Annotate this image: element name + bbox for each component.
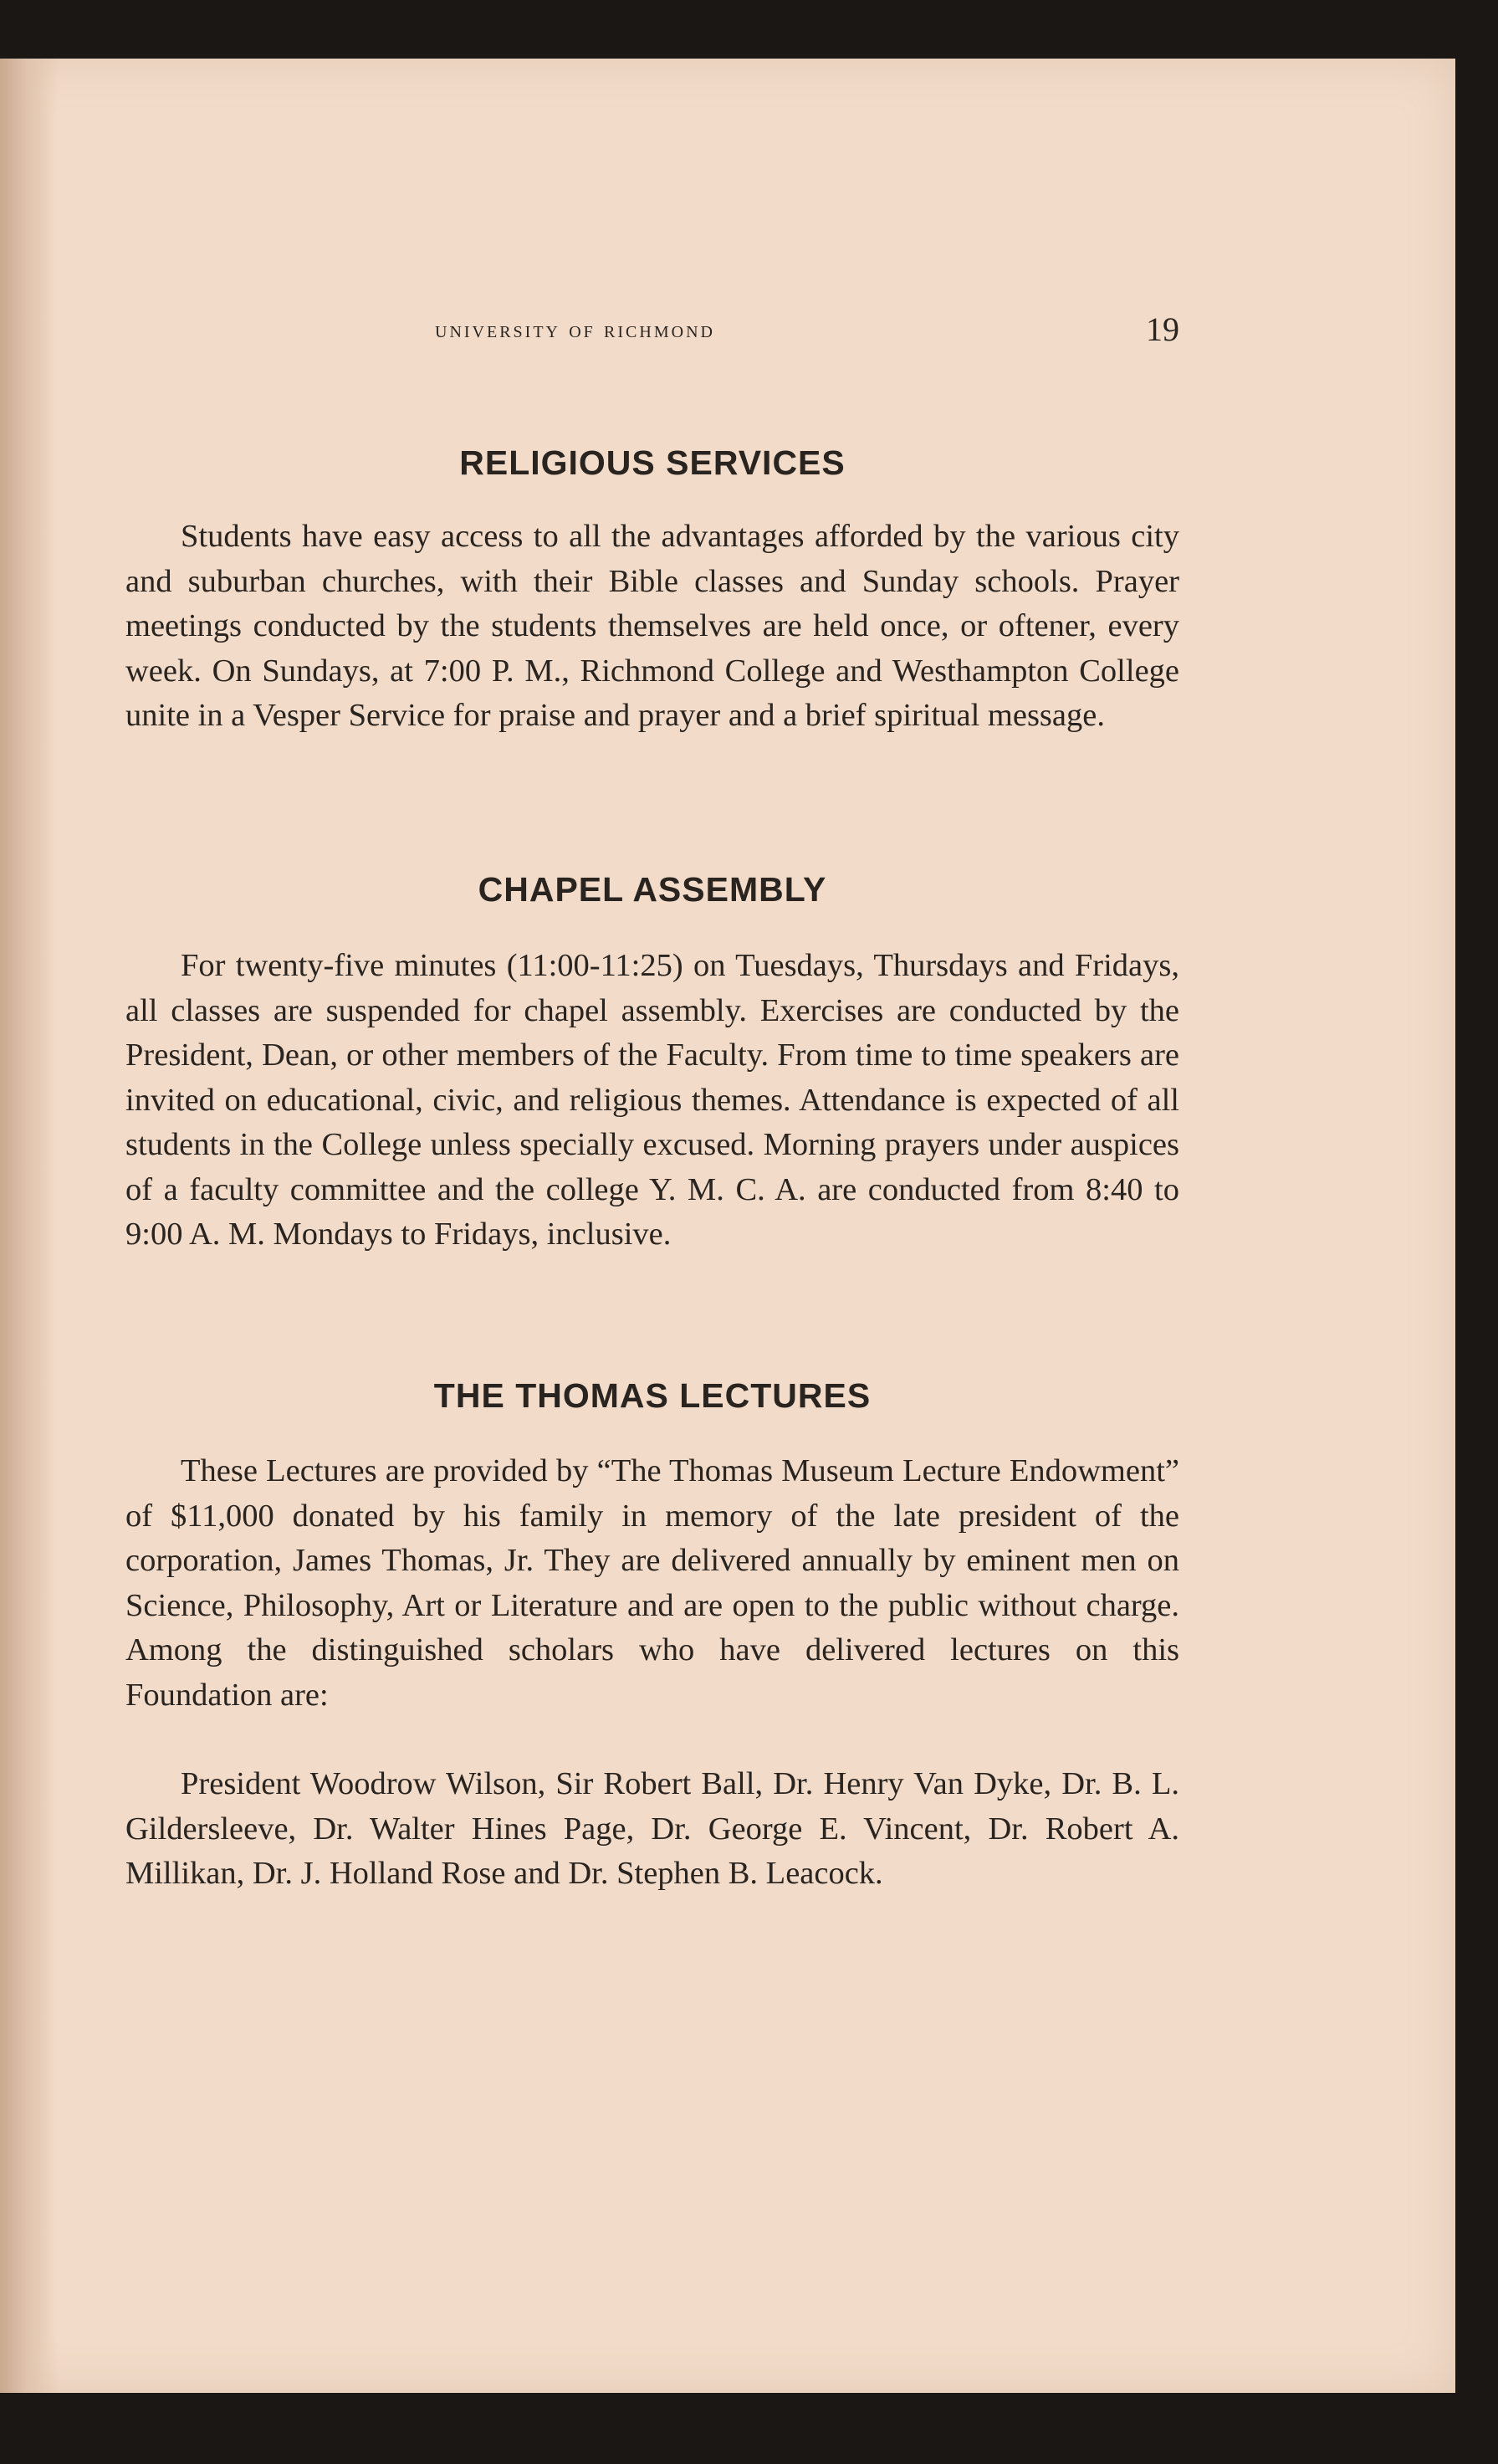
heading-religious-services: RELIGIOUS SERVICES: [459, 443, 846, 482]
heading-thomas-lectures: THE THOMAS LECTURES: [433, 1376, 872, 1415]
heading-chapel-assembly: CHAPEL ASSEMBLY: [478, 870, 827, 909]
book-page: [0, 59, 1455, 2393]
paragraph-religious-services: Students have easy access to all the advantages afforded by the various city and suburban churches, with their Bible classes and Sunday schools. Prayer meetings conducted by the students themselves are held once, or oftener, every week. On Sundays, at 7:00 P. M., Richmond College and Westhampton College unite in a Vesper Service for praise and prayer and a brief spiritual message.: [125, 519, 1179, 733]
running-title: university of richmond: [435, 316, 715, 343]
paragraph-thomas-lectures: These Lectures are provided by “The Thomas Museum Lecture Endowment” of $11,000 donated by his family in memory of the late president of the corporation, James Thomas, Jr. They are delivered annually by eminent men on Science, Philosophy, Art or Literature and are open to the public without charge. Among the distinguished scholars who have delivered lectures on this Foundation are:: [125, 1453, 1179, 1713]
page-number: 19: [1146, 310, 1179, 348]
spine-shadow: [0, 59, 59, 2393]
paragraph-lecturers-list: President Woodrow Wilson, Sir Robert Ball, Dr. Henry Van Dyke, Dr. B. L. Gildersleeve, Dr. Walter Hines Page, Dr. George E. Vincent, Dr. Robert A. Millikan, Dr. J. Holland Rose and Dr. Stephen B. Leacock.: [125, 1766, 1179, 1891]
paragraph-chapel-assembly: For twenty-five minutes (11:00-11:25) on Tuesdays, Thursdays and Fridays, all classes are suspended for chapel assembly. Exercises are conducted by the President, Dean, or other members of the Faculty. From time to time speakers are invited on educational, civic, and religious themes. Attendance is expected of all students in the College unless specially excused. Morning prayers under auspices of a faculty committee and the college Y. M. C. A. are conducted from 8:40 to 9:00 A. M. Mondays to Fridays, inclusive.: [125, 948, 1179, 1252]
running-head: [125, 310, 1179, 351]
